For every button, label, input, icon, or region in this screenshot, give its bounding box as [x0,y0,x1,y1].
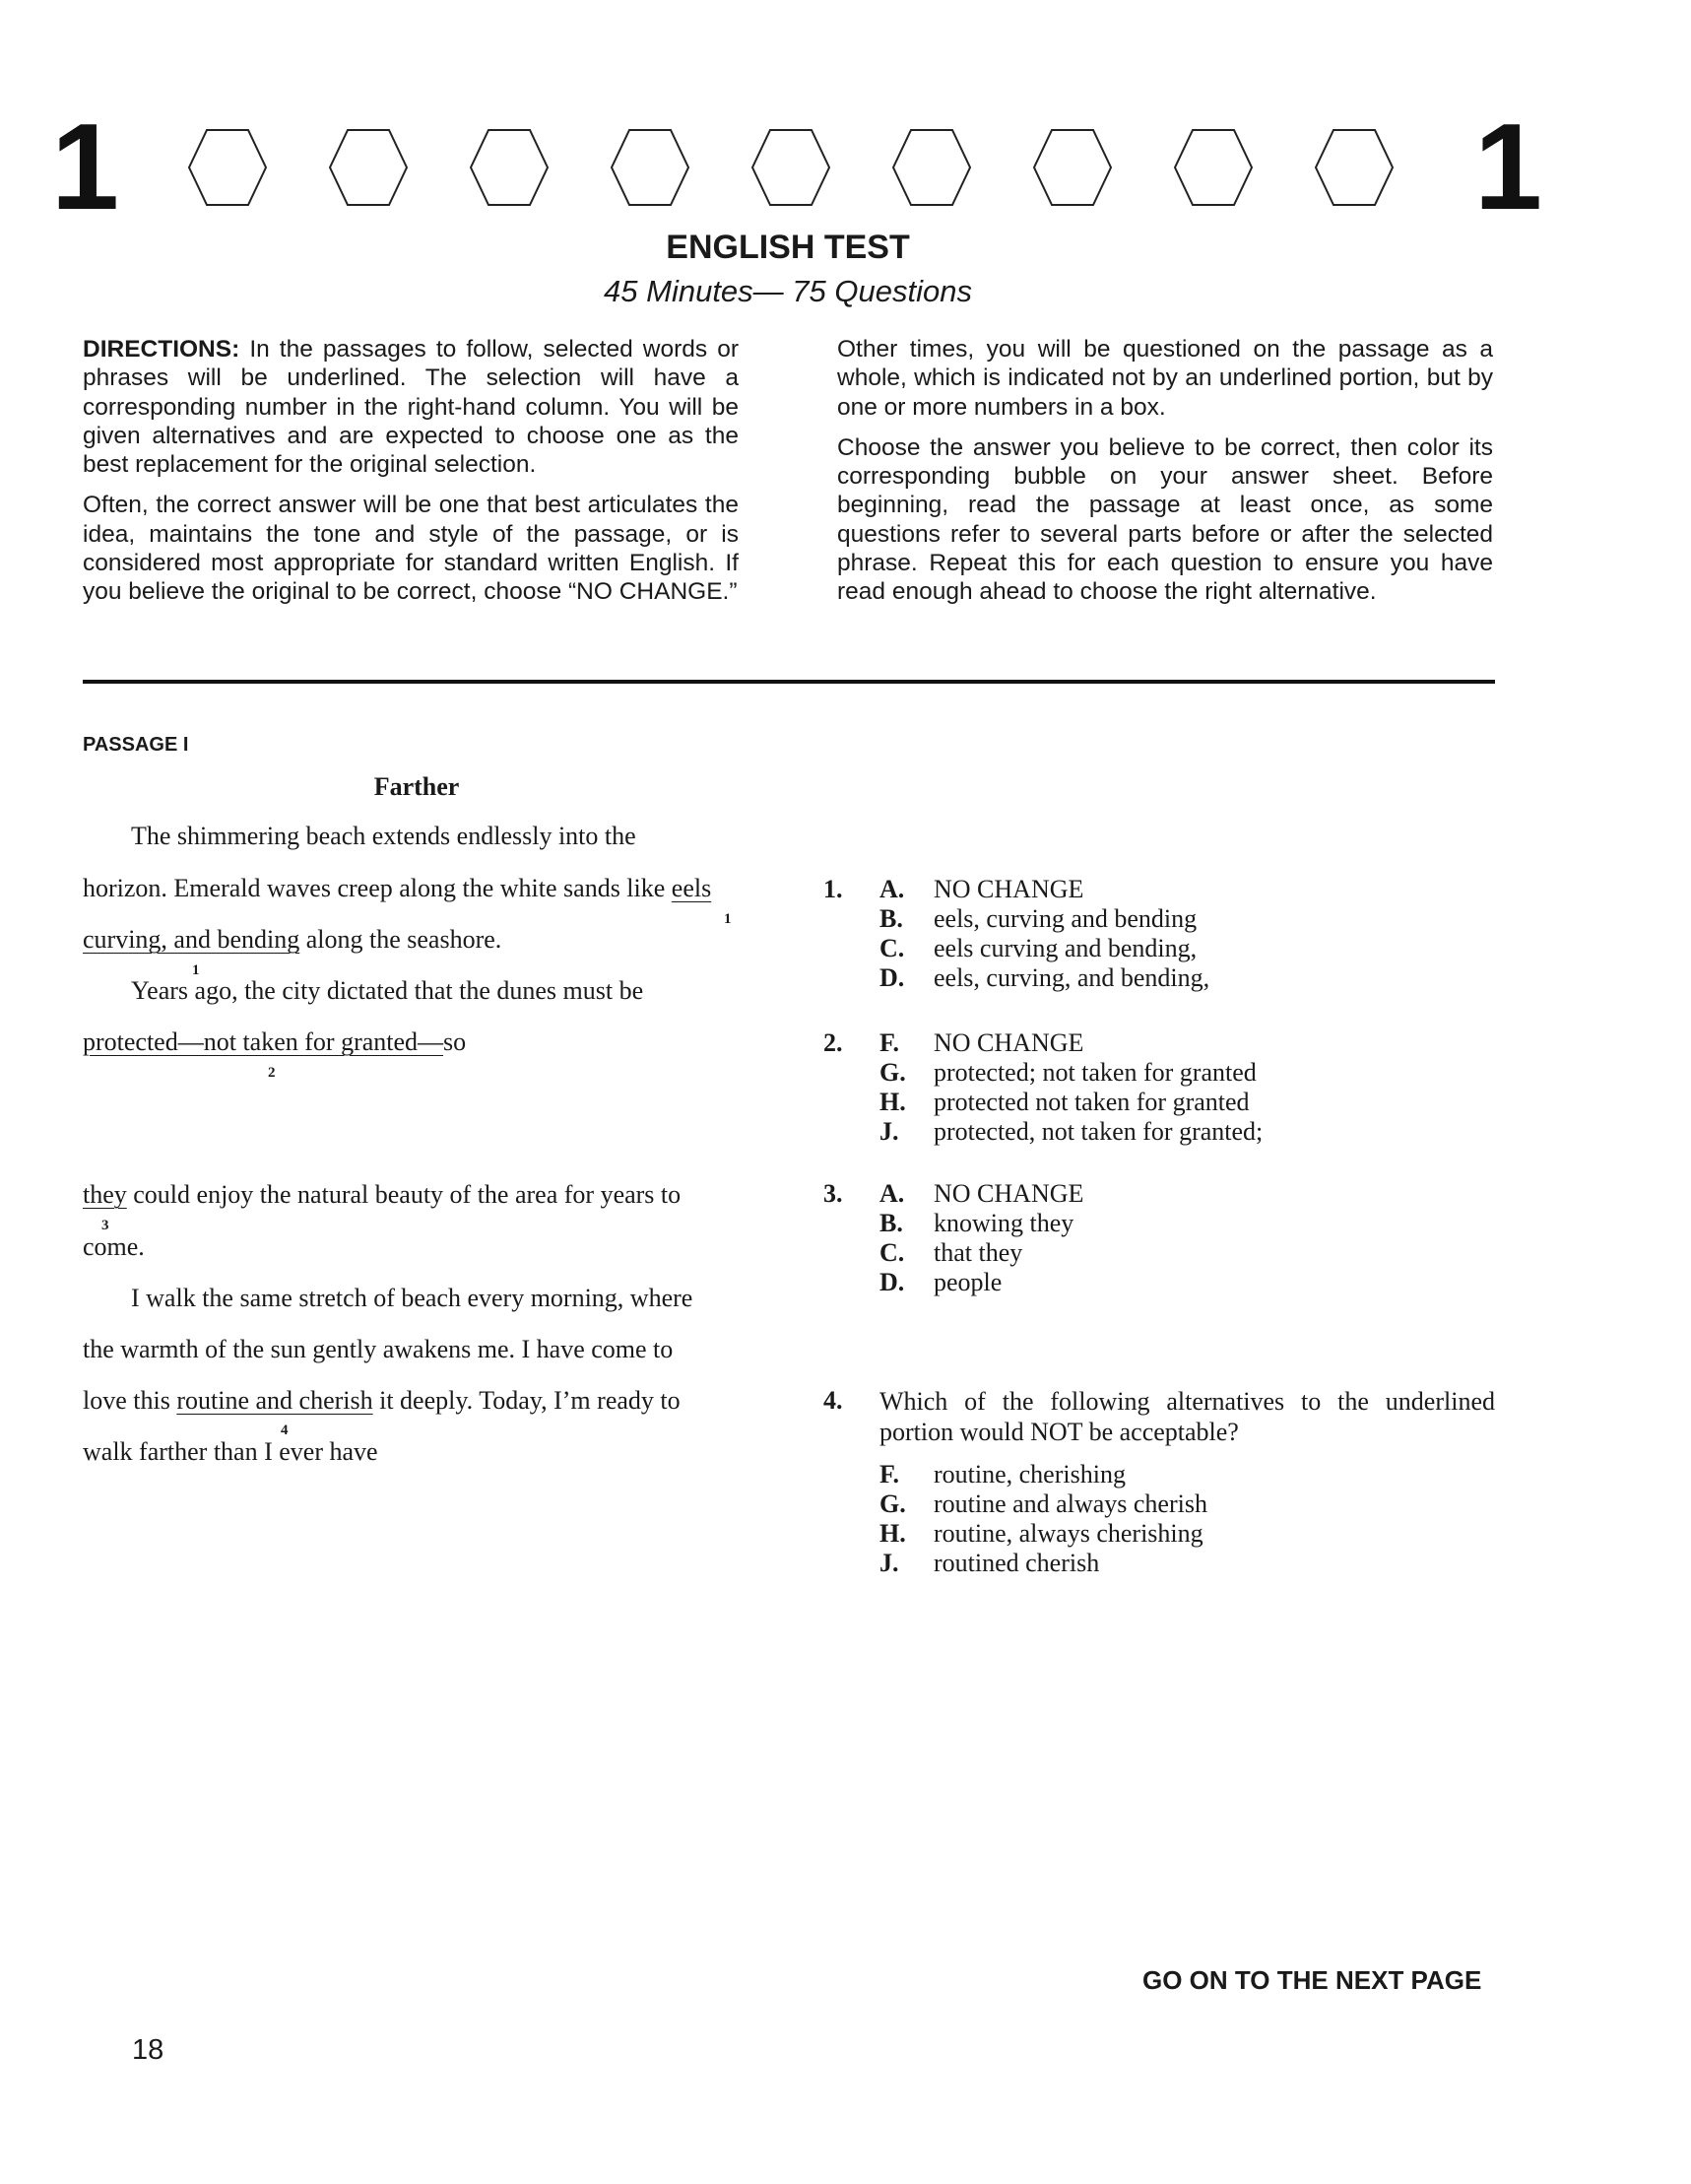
directions-paragraph-3: Other times, you will be questioned on the passage as a whole, which is indicated not by an underlined portion, but by one or more numbers in a box. [837,336,1493,421]
q1-option-text: NO CHANGE [934,875,1084,903]
q1-option-text: eels, curving and bending [934,904,1198,933]
passage-line-1: The shimmering beach extends endlessly into the [131,822,636,850]
question-marker-2: 2 [268,1065,276,1081]
go-to-next-page: GO ON TO THE NEXT PAGE [1142,1965,1482,1995]
passage-line-5 [83,1026,466,1058]
q2-option-text: protected not taken for granted [934,1088,1250,1116]
question-4-number: 4. [823,1386,843,1415]
passage-line-9: the warmth of the sun gently awakens me. I have come to [83,1335,674,1363]
q2-option-letter: G. [879,1058,906,1087]
passage-line-4: Years ago, the city dictated that the dunes must be [131,976,644,1005]
underlined-portion-4: routine and cherish [176,1386,373,1415]
q3-option-text: knowing they [934,1209,1074,1237]
q4-option-text: routine, always cherishing [934,1519,1203,1548]
section-number-right: 1 [1474,99,1542,235]
underlined-portion-3: they [83,1180,127,1209]
q3-option-letter: D. [879,1268,905,1296]
section-divider [83,680,1495,684]
hexagon-row [187,128,1418,207]
passage-line-8: I walk the same stretch of beach every morning, where [131,1284,693,1312]
q2-option-letter: F. [879,1028,899,1057]
q4-option-text: routined cherish [934,1549,1100,1577]
hexagon-icon [750,128,831,207]
passage-line-2 [83,873,711,904]
hexagon-icon [891,128,972,207]
q4-option-letter: G. [879,1489,906,1518]
q1-option-letter: B. [879,904,903,933]
hexagon-icon [328,128,409,207]
passage-line-10 [83,1385,681,1417]
question-3-number: 3. [823,1179,843,1208]
passage-line-3 [83,924,501,956]
q4-option-letter: J. [879,1549,899,1577]
passage-line-7: come. [83,1232,145,1261]
question-4-stem: Which of the following alternatives to the underlined portion would NOT be acceptable? [879,1387,1495,1446]
passage-text: horizon. Emerald waves creep along the white sands like [83,874,672,902]
underlined-portion-2: protected—not taken for granted— [83,1027,444,1056]
q2-option-text: protected, not taken for granted; [934,1117,1264,1146]
question-marker-1a: 1 [724,911,732,927]
directions-text-1: In the passages to follow, selected words or phrases will be underlined. The selection will have a corresponding number in the right-hand column. You will be given alternatives and are expected to choose one as the best replacement for the original selection. [83,336,739,479]
directions-left-column [83,335,739,619]
test-subtitle: 45 Minutes— 75 Questions [604,274,972,308]
hexagon-icon [1314,128,1395,207]
q3-option-letter: C. [879,1238,905,1267]
passage-title: Farther [373,772,460,801]
question-marker-3: 3 [101,1218,109,1233]
q3-option-text: people [934,1268,1003,1296]
passage-text: love this [83,1386,177,1415]
hexagon-icon [187,128,268,207]
hexagon-icon [610,128,690,207]
hexagon-icon [1032,128,1113,207]
q1-option-text: eels curving and bending, [934,934,1198,962]
directions-paragraph-2: Often, the correct answer will be one that best articulates the idea, maintains the tone and style of the passage, or is considered most appropriate for standard written English. If you believe the original to be correct, choose “NO CHANGE.” [83,492,739,606]
underlined-portion-1a: eels [671,874,712,902]
question-2-number: 2. [823,1028,843,1057]
passage-line-11: walk farther than I ever have [83,1437,378,1466]
q2-option-text: NO CHANGE [934,1028,1084,1057]
q4-option-text: routine, cherishing [934,1460,1126,1489]
q1-option-text: eels, curving, and bending, [934,963,1210,992]
q4-option-letter: F. [879,1460,899,1489]
q3-option-letter: A. [879,1179,905,1208]
hexagon-icon [469,128,550,207]
q3-option-text: that they [934,1238,1023,1267]
passage-line-6 [83,1179,681,1211]
question-marker-1b: 1 [192,962,200,978]
q1-option-letter: D. [879,963,905,992]
q3-option-text: NO CHANGE [934,1179,1084,1208]
q1-option-letter: A. [879,875,905,903]
q2-option-letter: J. [879,1117,899,1146]
test-title: ENGLISH TEST [666,229,910,266]
passage-text: could enjoy the natural beauty of the area for years to [126,1180,682,1209]
passage-label: PASSAGE I [83,734,189,756]
question-1-number: 1. [823,875,843,903]
q3-option-letter: B. [879,1209,903,1237]
q4-option-text: routine and always cherish [934,1489,1207,1518]
passage-text: it deeply. Today, I’m ready to [372,1386,681,1415]
section-number-left: 1 [51,99,119,235]
directions-paragraph-4: Choose the answer you believe to be correct, then color its corresponding bubble on your answer sheet. Before beginning, read the passage at least once, as some questions refer to several parts before or after the selected phrase. Repeat this for each question to ensure you have read enough ahead to choose the right alternative. [837,433,1493,606]
passage-text: so [443,1027,467,1056]
directions-right-column [837,335,1493,619]
directions-label: DIRECTIONS: [83,336,240,363]
hexagon-icon [1173,128,1254,207]
q2-option-letter: H. [879,1088,906,1116]
q4-option-letter: H. [879,1519,906,1548]
page-number: 18 [132,2034,164,2066]
directions-paragraph-1 [83,335,739,479]
q2-option-text: protected; not taken for granted [934,1058,1257,1087]
underlined-portion-1b: curving, and bending [83,925,300,954]
q1-option-letter: C. [879,934,905,962]
passage-text: along the seashore. [299,925,502,954]
question-marker-4: 4 [281,1423,289,1438]
